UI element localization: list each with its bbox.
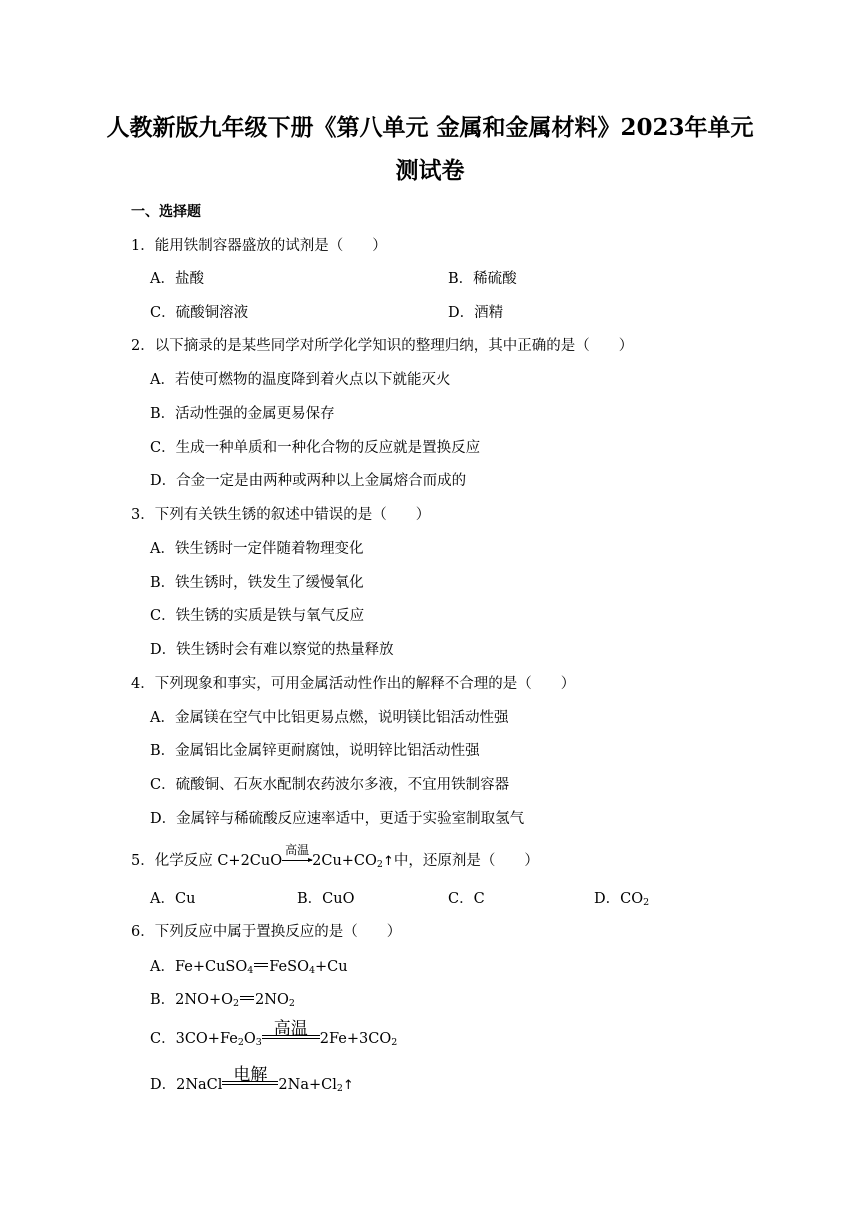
- question-3-option-c: C．铁生锈的实质是铁与氧气反应: [150, 608, 365, 624]
- question-5-option-c: C．C: [448, 891, 485, 907]
- q6-a-part: FeSO: [269, 959, 309, 975]
- exam-title-line1: 人教新版九年级下册《第八单元 金属和金属材料》2023年单元: [106, 114, 754, 141]
- question-4-stem: 4．下列现象和事实，可用金属活动性作出的解释不合理的是（ ）: [131, 676, 576, 692]
- section-heading: 一、选择题: [131, 204, 201, 220]
- question-3-option-d: D．铁生锈时会有难以察觉的热量释放: [150, 642, 394, 658]
- gas-up-arrow-icon: ↑: [382, 854, 394, 869]
- q6-b-part: B．2NO+O: [150, 992, 233, 1008]
- question-2-option-b: B．活动性强的金属更易保存: [150, 406, 335, 422]
- question-3-stem: 3．下列有关铁生锈的叙述中错误的是（ ）: [131, 507, 431, 523]
- q6-c-part: O: [243, 1031, 256, 1047]
- q6-b-part: 2NO: [255, 992, 289, 1008]
- question-1-stem: 1．能用铁制容器盛放的试剂是（ ）: [131, 238, 387, 254]
- q5-stem-mid: 2Cu+CO: [312, 853, 377, 869]
- condition-label: 电解: [233, 1065, 268, 1085]
- gas-up-arrow-icon: ↑: [342, 1078, 354, 1093]
- equals-sign-icon: [254, 963, 268, 967]
- question-1-option-d: D．酒精: [448, 305, 504, 321]
- q6-a-part: A．Fe+CuSO: [150, 959, 248, 975]
- condition-label: 高温: [285, 843, 310, 857]
- reaction-condition-arrow: [282, 843, 312, 871]
- question-6-option-a: [150, 957, 348, 977]
- question-6-option-c: [150, 1019, 398, 1049]
- q6-c-part: 2Fe+3CO: [319, 1031, 392, 1047]
- question-2-stem: 2．以下摘录的是某些同学对所学化学知识的整理归纳，其中正确的是（ ）: [131, 338, 634, 354]
- q6-a-part: +Cu: [315, 959, 348, 975]
- subscript: 4: [247, 965, 254, 976]
- q6-c-part: C．3CO+Fe: [150, 1031, 238, 1047]
- question-1-option-b: B．稀硫酸: [448, 271, 517, 287]
- question-3-option-b: B．铁生锈时，铁发生了缓慢氧化: [150, 575, 364, 591]
- condition-label: 高温: [273, 1019, 308, 1039]
- question-6-option-d: [150, 1065, 354, 1096]
- question-2-option-c: C．生成一种单质和一种化合物的反应就是置换反应: [150, 440, 481, 456]
- exam-title-line2: 测试卷: [395, 157, 465, 184]
- subscript: 2: [233, 998, 240, 1009]
- question-3-option-a: A．铁生锈时一定伴随着物理变化: [150, 541, 364, 557]
- reaction-condition-equals: [262, 1019, 320, 1049]
- subscript: 2: [643, 897, 650, 908]
- subscript: 2: [391, 1037, 398, 1048]
- question-5-option-a: A．Cu: [150, 891, 196, 907]
- equals-sign-icon: [240, 996, 254, 1000]
- question-1-option-a: A．盐酸: [150, 271, 204, 287]
- subscript: 3: [255, 1037, 262, 1048]
- question-1-option-c: C．硫酸铜溶液: [150, 305, 249, 321]
- question-2-option-a: A．若使可燃物的温度降到着火点以下就能灭火: [150, 372, 451, 388]
- subscript: 2: [336, 1083, 343, 1094]
- question-6-stem: 6．下列反应中属于置换反应的是（ ）: [131, 924, 402, 940]
- question-4-option-b: B．金属铝比金属锌更耐腐蚀，说明锌比铝活动性强: [150, 743, 480, 759]
- q6-d-part: D．2NaCl: [150, 1077, 223, 1093]
- q6-d-part: 2Na+Cl: [278, 1077, 337, 1093]
- subscript: 4: [308, 965, 315, 976]
- reaction-condition-equals: [222, 1065, 278, 1095]
- q5-stem-post: 中，还原剂是（ ）: [393, 853, 539, 869]
- subscript: 2: [237, 1037, 244, 1048]
- question-4-option-d: D．金属锌与稀硫酸反应速率适中，更适于实验室制取氢气: [150, 811, 525, 827]
- question-2-option-d: D．合金一定是由两种或两种以上金属熔合而成的: [150, 473, 467, 489]
- question-6-option-b: [150, 990, 295, 1010]
- arrow-icon: [282, 860, 312, 861]
- question-5-stem: [131, 843, 539, 872]
- subscript: 2: [288, 998, 295, 1009]
- question-5-option-b: B．CuO: [297, 891, 355, 907]
- q5-d-text: D．CO: [594, 891, 644, 907]
- question-5-option-d: [594, 889, 649, 909]
- q5-stem-pre: 5．化学反应 C+2CuO: [131, 853, 283, 869]
- question-4-option-c: C．硫酸铜、石灰水配制农药波尔多液，不宜用铁制容器: [150, 777, 510, 793]
- subscript: 2: [376, 859, 383, 870]
- question-4-option-a: A．金属镁在空气中比铝更易点燃，说明镁比铝活动性强: [150, 710, 509, 726]
